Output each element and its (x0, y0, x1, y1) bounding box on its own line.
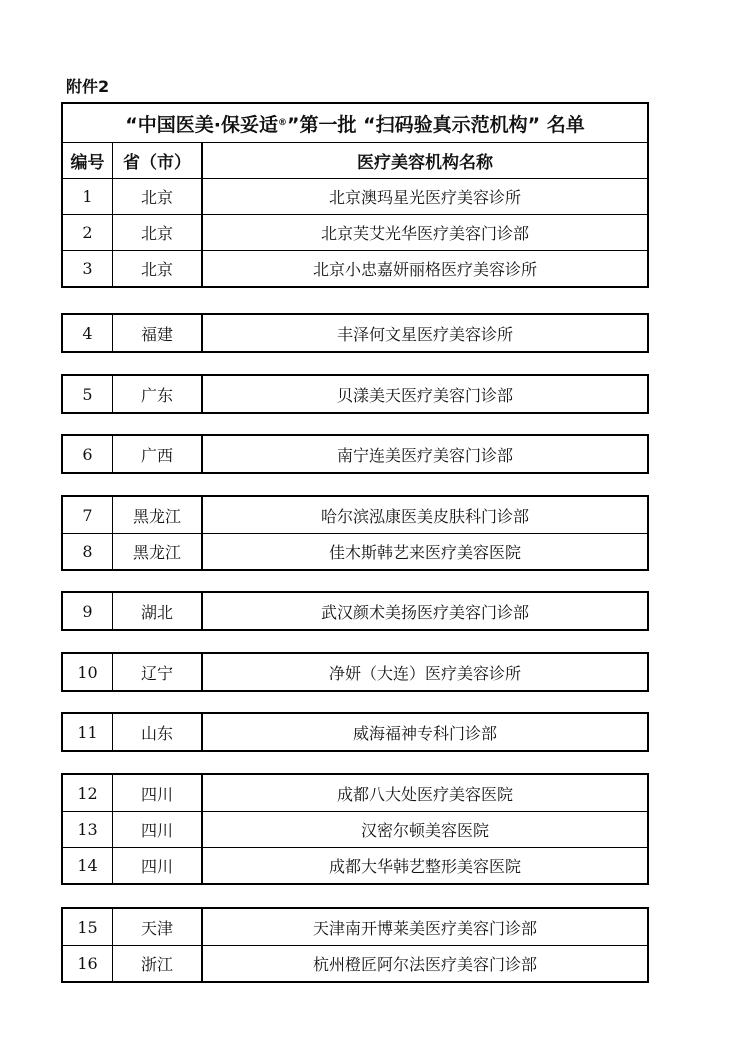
row-institution-name: 汉密尔顿美容医院 (360, 821, 489, 840)
table-row (63, 714, 647, 750)
row-institution-name: 天津南开博莱美医疗美容门诊部 (312, 918, 537, 938)
table-row (63, 250, 647, 286)
table-row (63, 593, 647, 629)
row-province: 湖北 (113, 593, 203, 629)
table-row (63, 214, 647, 250)
row-institution-name: 成都大华韩艺整形美容医院 (328, 857, 521, 876)
row-province: 黑龙江 (113, 534, 203, 569)
row-number: 2 (63, 215, 113, 250)
header-row (63, 142, 647, 178)
row-number: 16 (63, 946, 113, 981)
row-number: 6 (63, 436, 113, 472)
table-row (63, 847, 647, 883)
row-institution-name: 丰泽何文星医疗美容诊所 (336, 324, 513, 344)
title-before: “中国医美·保妥适 (125, 113, 278, 136)
list-table-group (61, 591, 649, 631)
row-province: 天津 (113, 909, 203, 945)
attachment-label: 附件2 (66, 77, 110, 96)
row-number: 3 (63, 251, 113, 286)
table-row (63, 945, 647, 981)
list-table-group (61, 907, 649, 983)
list-table-header-block (61, 102, 649, 288)
row-province: 广东 (113, 376, 203, 412)
row-institution-name: 北京澳玛星光医疗美容诊所 (328, 188, 521, 207)
row-institution-name: 南宁连美医疗美容门诊部 (336, 445, 513, 465)
row-institution-name: 北京小忠嘉妍丽格医疗美容诊所 (312, 260, 537, 279)
registered-mark: ® (278, 118, 287, 128)
row-institution-name: 净妍（大连）医疗美容诊所 (328, 663, 521, 683)
row-number: 14 (63, 848, 113, 883)
table-row (63, 654, 647, 690)
header-number: 编号 (63, 143, 113, 178)
table-row (63, 775, 647, 811)
row-number: 13 (63, 812, 113, 847)
table-row (63, 376, 647, 412)
row-province: 广西 (113, 436, 203, 472)
row-number: 7 (63, 497, 113, 533)
row-province: 北京 (113, 179, 203, 214)
row-number: 8 (63, 534, 113, 569)
table-row (63, 533, 647, 569)
row-institution-name: 佳木斯韩艺来医疗美容医院 (328, 543, 521, 562)
title-row (63, 104, 647, 142)
row-institution-name: 成都八大处医疗美容医院 (336, 784, 513, 804)
row-institution-name: 哈尔滨泓康医美皮肤科门诊部 (320, 506, 529, 526)
row-number: 10 (63, 654, 113, 690)
table-row (63, 497, 647, 533)
row-province: 辽宁 (113, 654, 203, 690)
row-number: 15 (63, 909, 113, 945)
row-number: 12 (63, 775, 113, 811)
row-number: 4 (63, 315, 113, 351)
row-number: 11 (63, 714, 113, 750)
row-province: 黑龙江 (113, 497, 203, 533)
header-province: 省（市） (113, 143, 203, 178)
table-row (63, 436, 647, 472)
list-table-group (61, 712, 649, 752)
row-number: 5 (63, 376, 113, 412)
row-province: 北京 (113, 215, 203, 250)
row-institution-name: 杭州橙匠阿尔法医疗美容门诊部 (312, 955, 537, 974)
list-table-group (61, 434, 649, 474)
list-table-group (61, 374, 649, 414)
table-row (63, 178, 647, 214)
title-after: ”第一批 “扫码验真示范机构” 名单 (287, 113, 585, 136)
row-institution-name: 威海福神专科门诊部 (352, 723, 497, 743)
row-province: 四川 (113, 848, 203, 883)
row-institution-name: 北京芙艾光华医疗美容门诊部 (320, 224, 529, 243)
row-province: 北京 (113, 251, 203, 286)
list-table-group (61, 652, 649, 692)
row-number: 9 (63, 593, 113, 629)
header-institution-name: 医疗美容机构名称 (357, 153, 493, 173)
row-province: 四川 (113, 812, 203, 847)
row-province: 福建 (113, 315, 203, 351)
list-table-group (61, 773, 649, 885)
table-title (63, 104, 647, 142)
list-table-group (61, 313, 649, 353)
row-province: 山东 (113, 714, 203, 750)
table-row (63, 909, 647, 945)
table-row (63, 811, 647, 847)
row-province: 浙江 (113, 946, 203, 981)
row-institution-name: 贝漾美天医疗美容门诊部 (336, 385, 513, 405)
row-institution-name: 武汉颜术美扬医疗美容门诊部 (320, 602, 529, 622)
list-table-group (61, 495, 649, 571)
row-number: 1 (63, 179, 113, 214)
table-row (63, 315, 647, 351)
row-province: 四川 (113, 775, 203, 811)
